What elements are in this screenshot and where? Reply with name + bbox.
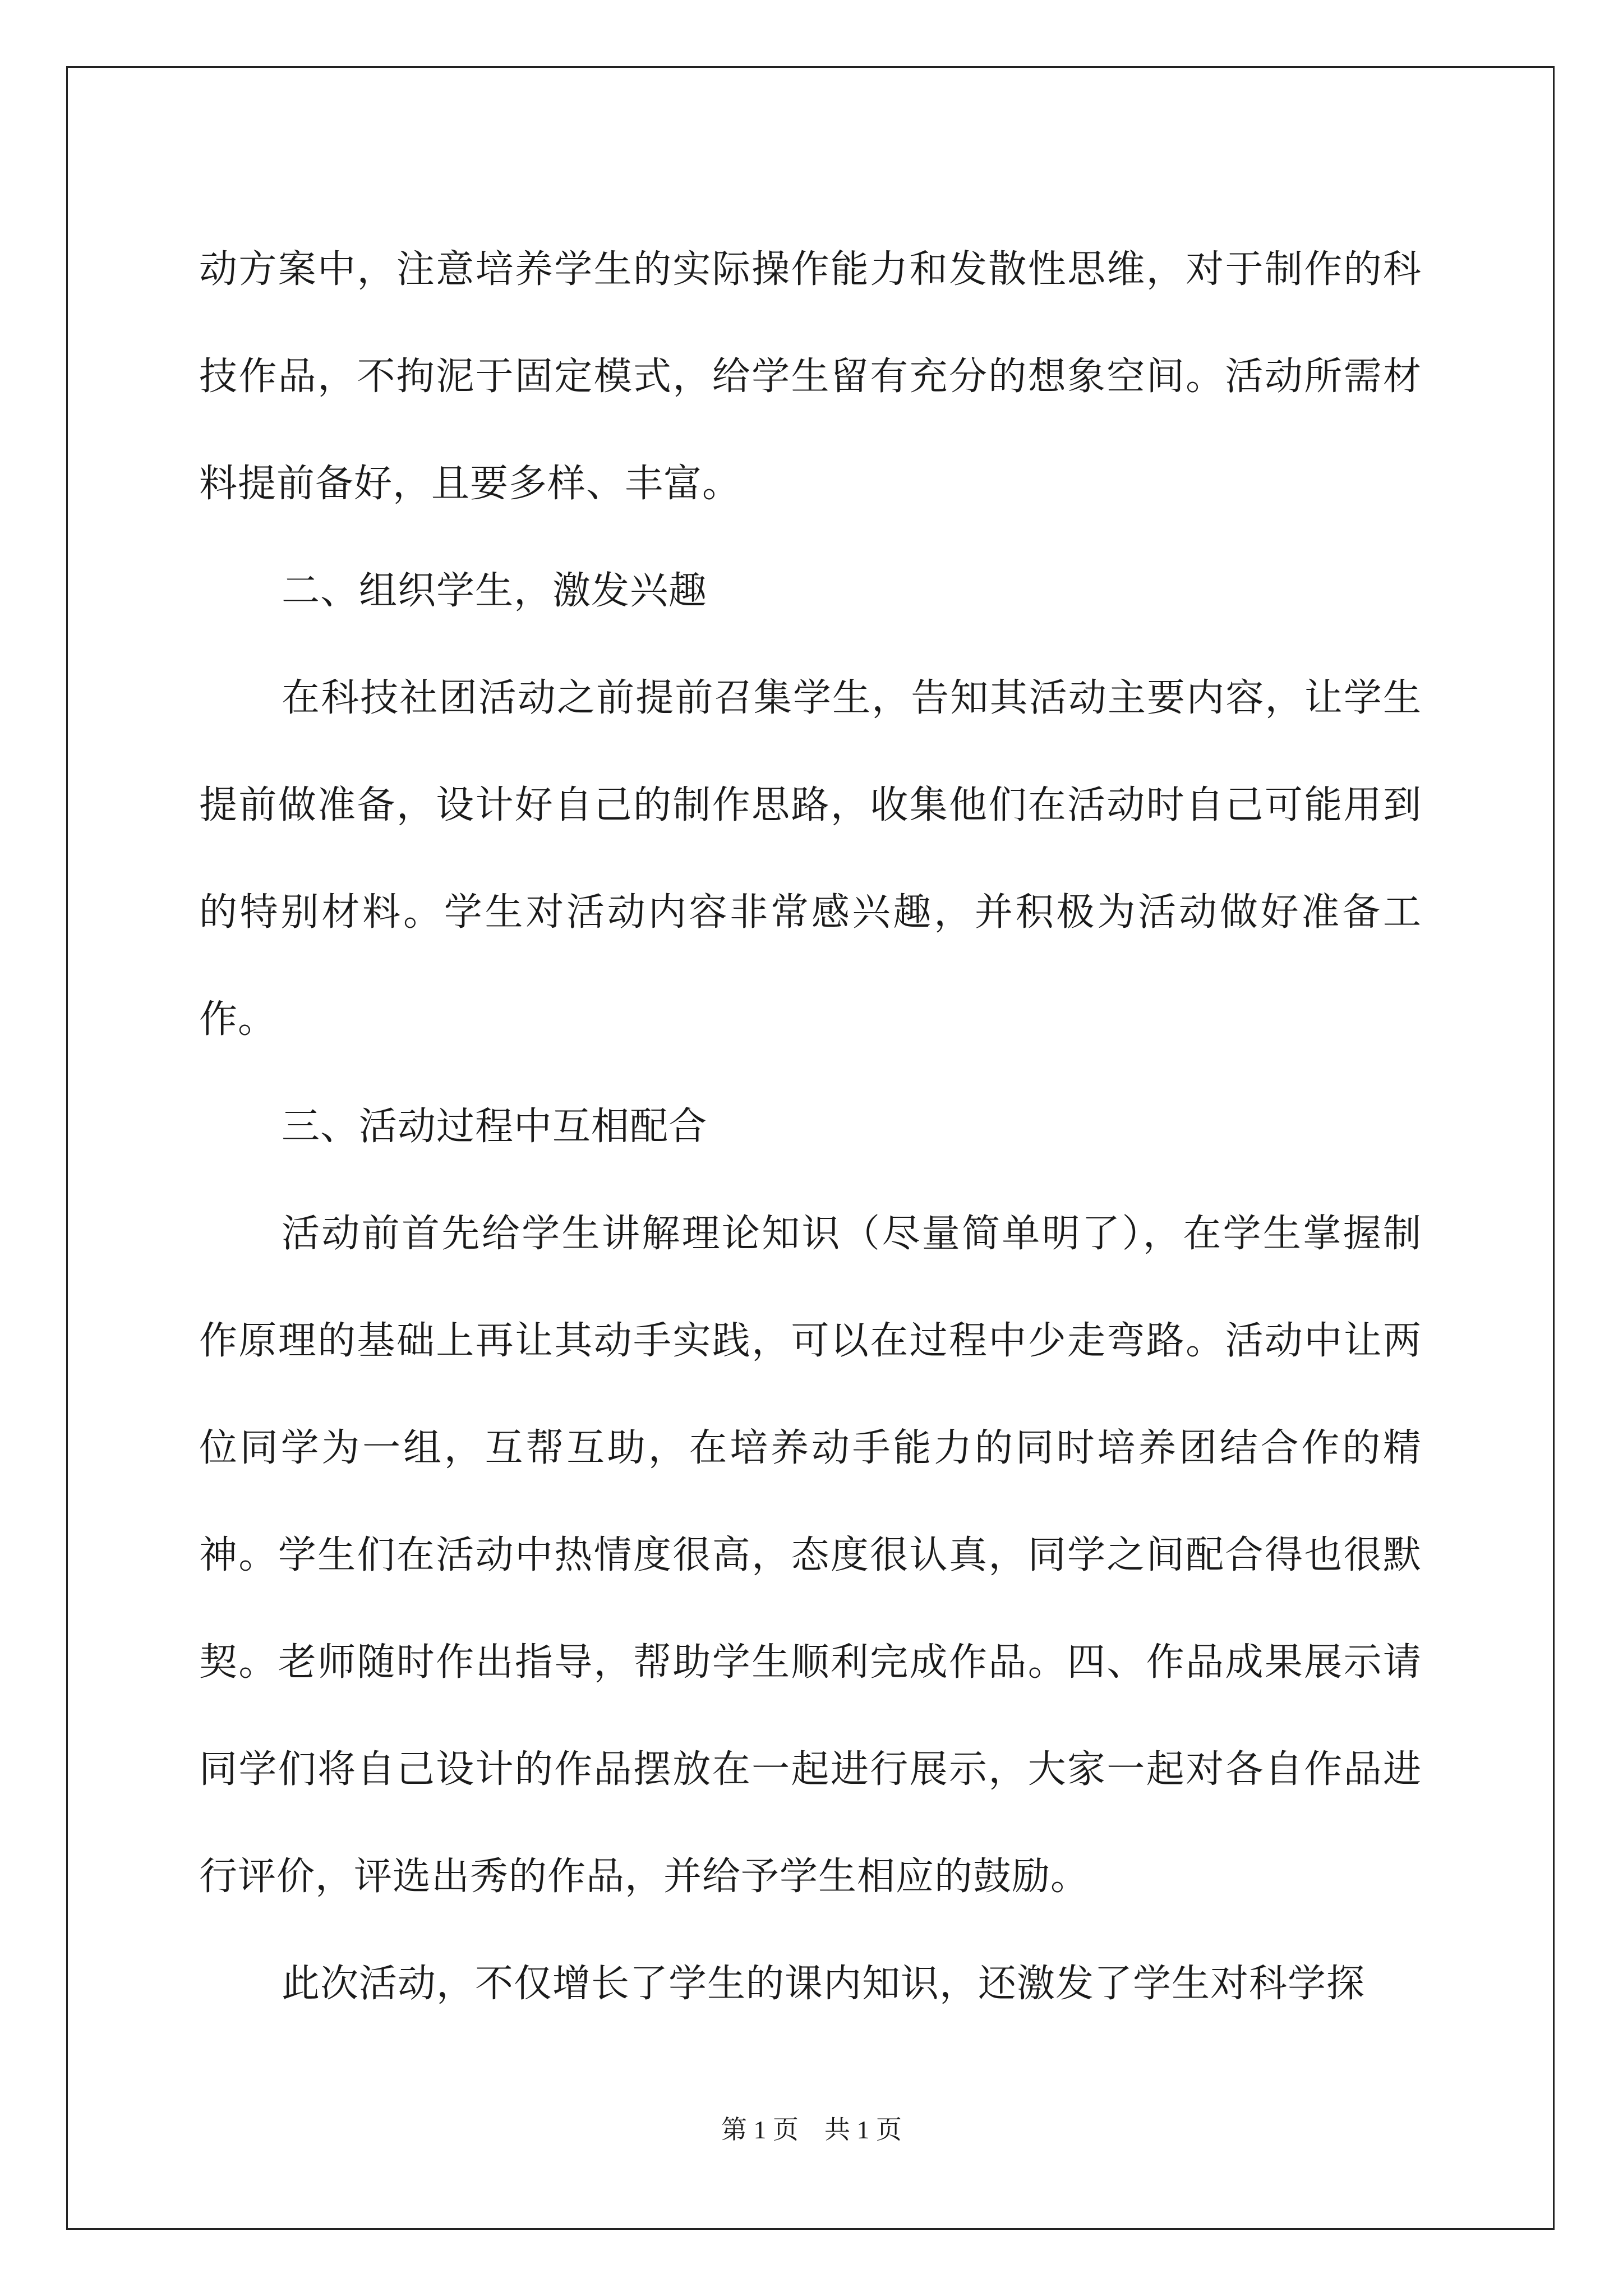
paragraph-organize-students: 在科技社团活动之前提前召集学生，告知其活动主要内容，让学生提前做准备，设计好自己的制作思路，收集他们在活动时自己可能用到的特别材料。学生对活动内容非常感兴趣，并积极为活动做好准备工作。 [199,676,1422,1042]
section-heading-3: 三、活动过程中互相配合 [282,1105,708,1149]
paragraph-activity-process: 活动前首先给学生讲解理论知识（尽量简单明了），在学生掌握制作原理的基础上再让其动手实践，可以在过程中少走弯路。活动中让两位同学为一组，互帮互助，在培养动手能力的同时培养团结合作的精神。学生们在活动中热情度很高，态度很认真，同学之间配合得也很默契。老师随时作出指导，帮助学生顺利完成作品。四、作品成果展示请同学们将自己设计的作品摆放在一起进行展示，大家一起对各自作品进行评价，评选出秀的作品，并给予学生相应的鼓励。 [199,1212,1422,1899]
section-heading-2: 二、组织学生，激发兴趣 [282,569,708,613]
page-number-footer: 第 1 页 共 1 页 [721,2115,902,2144]
document-body [199,216,1422,2037]
paragraph-conclusion: 此次活动，不仅增长了学生的课内知识，还激发了学生对科学探 [282,1962,1366,2006]
paragraph-continuation: 动方案中，注意培养学生的实际操作能力和发散性思维，对于制作的科技作品，不拘泥于固定模式，给学生留有充分的想象空间。活动所需材料提前备好，且要多样、丰富。 [199,247,1422,506]
